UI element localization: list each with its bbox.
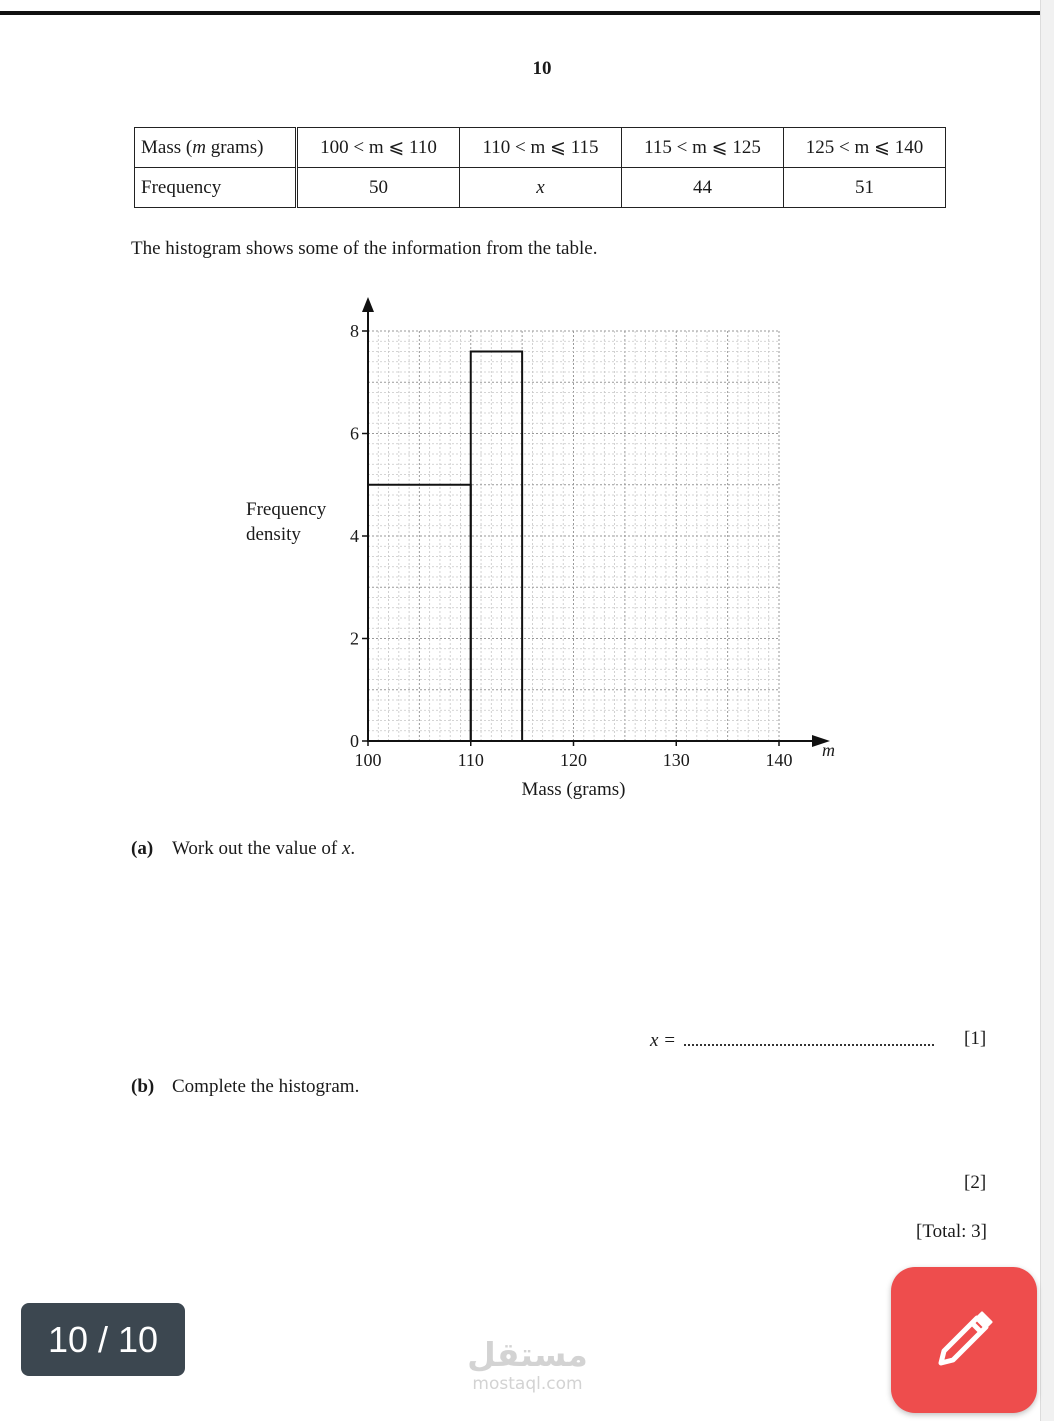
table-cell-frequency: 51 [784,168,946,208]
total-marks: [Total: 3] [916,1221,987,1242]
table-cell-interval: 115 < m ⩽ 125 [622,128,784,168]
question-b-label: (b) [131,1076,155,1097]
y-tick-label: 2 [350,628,359,649]
x-axis-label: Mass (grams) [521,779,626,800]
x-tick-label: 140 [765,750,793,770]
marks-b: [2] [964,1172,987,1193]
question-a [131,838,355,860]
y-axis-label: Frequency density [246,499,327,545]
x-tick-label: 120 [560,750,587,770]
watermark-arabic: مستقل [467,1335,588,1374]
answer-x-prefix: x = [650,1030,677,1051]
edit-button[interactable] [891,1267,1037,1413]
page-indicator: 10 / 10 [21,1303,185,1376]
x-tick-label: 100 [354,750,382,770]
x-axis-variable: m [822,740,835,760]
table-cell-interval: 100 < m ⩽ 110 [297,128,460,168]
table-cell-frequency: 50 [297,168,460,208]
question-a-label: (a) [131,838,154,859]
table-cell-frequency: 44 [622,168,784,208]
table-cell-frequency: x [460,168,622,208]
x-tick-label: 130 [662,750,690,770]
x-tick-label: 110 [457,750,484,770]
question-a-text: Work out the value of x. [172,838,356,859]
y-tick-label: 8 [350,321,359,341]
watermark [440,1336,615,1394]
question-b-text: Complete the histogram. [172,1076,360,1097]
intro-text: The histogram shows some of the information from the table. [131,238,598,259]
y-tick-label: 4 [350,526,359,546]
table-header-frequency: Frequency [135,168,297,208]
answer-x-line[interactable] [650,1028,934,1052]
table-cell-interval: 125 < m ⩽ 140 [784,128,946,168]
marks-a: [1] [964,1028,987,1049]
watermark-latin: mostaql.com [472,1374,583,1394]
question-b [131,1076,359,1098]
y-tick-label: 6 [350,423,359,444]
y-tick-label: 0 [350,731,359,751]
table-header-mass: Mass (m grams) [135,128,297,168]
answer-x-field[interactable] [684,1028,934,1046]
y-axis-arrow [362,297,374,312]
table-cell-interval: 110 < m ⩽ 115 [460,128,622,168]
pencil-icon [931,1307,997,1373]
page-number: 10 [532,58,552,79]
